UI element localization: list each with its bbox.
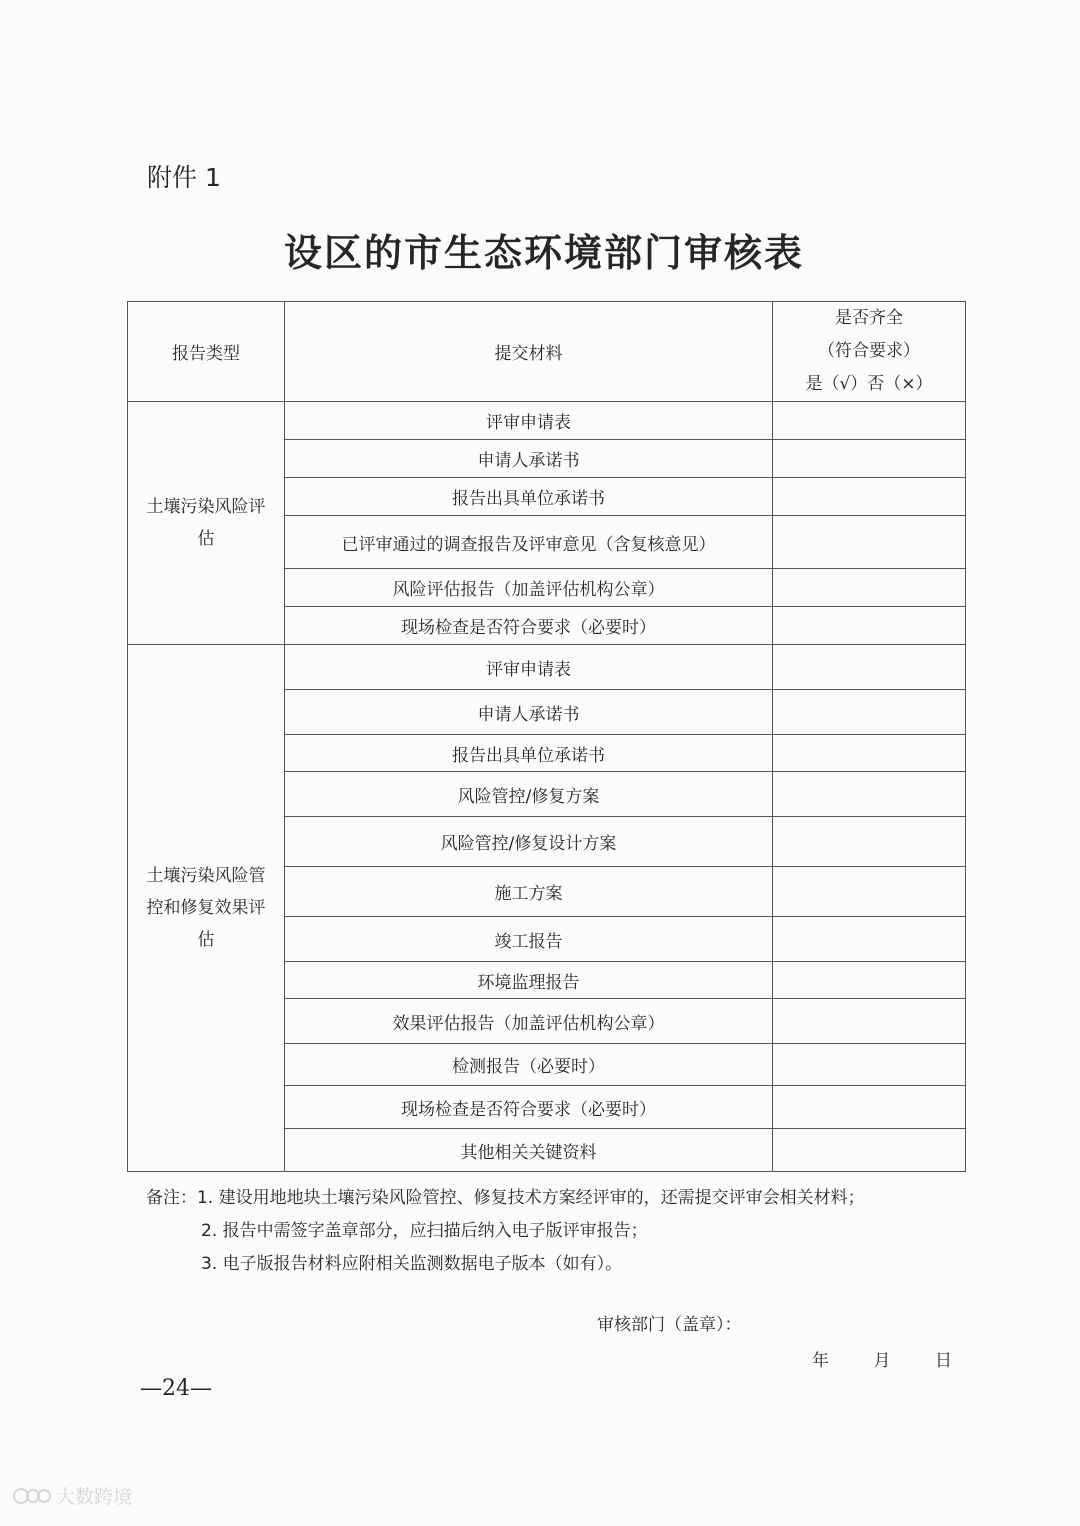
note-line-2: 2. 报告中需签字盖章部分，应扫描后纳入电子版评审报告； bbox=[201, 1221, 648, 1241]
header-complete-line3: 是（√）否（×） bbox=[805, 374, 933, 394]
review-dept-stamp-label: 审核部门（盖章）： bbox=[597, 1315, 742, 1335]
signature-date bbox=[812, 1346, 952, 1371]
check-cell[interactable] bbox=[773, 478, 966, 516]
check-cell[interactable] bbox=[773, 607, 966, 645]
material-item: 竣工报告 bbox=[285, 917, 773, 962]
material-item: 施工方案 bbox=[285, 867, 773, 917]
date-year: 年 bbox=[812, 1351, 829, 1371]
page-number: —24— bbox=[140, 1376, 212, 1401]
check-cell[interactable] bbox=[773, 999, 966, 1044]
header-report-type: 报告类型 bbox=[128, 302, 285, 402]
table-row bbox=[128, 645, 966, 690]
material-item: 风险管控/修复方案 bbox=[285, 772, 773, 817]
material-item: 其他相关关键资料 bbox=[285, 1129, 773, 1172]
date-day: 日 bbox=[935, 1351, 952, 1371]
material-item: 环境监理报告 bbox=[285, 962, 773, 999]
check-cell[interactable] bbox=[773, 440, 966, 478]
header-complete-line2: （符合要求） bbox=[818, 341, 920, 361]
material-item: 评审申请表 bbox=[285, 645, 773, 690]
check-cell[interactable] bbox=[773, 962, 966, 999]
notes bbox=[146, 1182, 865, 1281]
report-type-risk-assessment: 土壤污染风险评 估 bbox=[128, 402, 285, 645]
table-header-row bbox=[128, 302, 966, 402]
report-type-control-remediation: 土壤污染风险管 控和修复效果评 估 bbox=[128, 645, 285, 1172]
check-cell[interactable] bbox=[773, 1129, 966, 1172]
material-item: 申请人承诺书 bbox=[285, 690, 773, 735]
attachment-label: 附件 1 bbox=[147, 163, 221, 192]
material-item: 风险管控/修复设计方案 bbox=[285, 817, 773, 867]
note-line-3: 3. 电子版报告材料应附相关监测数据电子版本（如有）。 bbox=[201, 1254, 623, 1274]
material-item: 检测报告（必要时） bbox=[285, 1044, 773, 1086]
header-complete-line1: 是否齐全 bbox=[835, 308, 903, 328]
header-materials: 提交材料 bbox=[285, 302, 773, 402]
check-cell[interactable] bbox=[773, 690, 966, 735]
check-cell[interactable] bbox=[773, 402, 966, 440]
material-item: 风险评估报告（加盖评估机构公章） bbox=[285, 569, 773, 607]
check-cell[interactable] bbox=[773, 1044, 966, 1086]
check-cell[interactable] bbox=[773, 817, 966, 867]
check-cell[interactable] bbox=[773, 569, 966, 607]
check-cell[interactable] bbox=[773, 867, 966, 917]
note-line-1: 备注：1. 建设用地地块土壤污染风险管控、修复技术方案经评审的，还需提交评审会相关材料； bbox=[146, 1188, 865, 1208]
material-item: 现场检查是否符合要求（必要时） bbox=[285, 1086, 773, 1129]
material-item: 现场检查是否符合要求（必要时） bbox=[285, 607, 773, 645]
check-cell[interactable] bbox=[773, 772, 966, 817]
check-cell[interactable] bbox=[773, 645, 966, 690]
header-complete bbox=[773, 302, 966, 402]
material-item: 报告出具单位承诺书 bbox=[285, 478, 773, 516]
check-cell[interactable] bbox=[773, 917, 966, 962]
check-cell[interactable] bbox=[773, 1086, 966, 1129]
table-row bbox=[128, 402, 966, 440]
watermark-text: 大数跨境 bbox=[56, 1486, 133, 1508]
material-item: 效果评估报告（加盖评估机构公章） bbox=[285, 999, 773, 1044]
watermark-logo-icon bbox=[12, 1485, 52, 1507]
material-item: 已评审通过的调查报告及评审意见（含复核意见） bbox=[285, 516, 773, 569]
page-title: 设区的市生态环境部门审核表 bbox=[283, 230, 804, 275]
check-cell[interactable] bbox=[773, 735, 966, 772]
material-item: 评审申请表 bbox=[285, 402, 773, 440]
watermark bbox=[12, 1482, 132, 1509]
material-item: 申请人承诺书 bbox=[285, 440, 773, 478]
check-cell[interactable] bbox=[773, 516, 966, 569]
date-month: 月 bbox=[873, 1351, 891, 1371]
material-item: 报告出具单位承诺书 bbox=[285, 735, 773, 772]
review-table bbox=[127, 301, 966, 1172]
